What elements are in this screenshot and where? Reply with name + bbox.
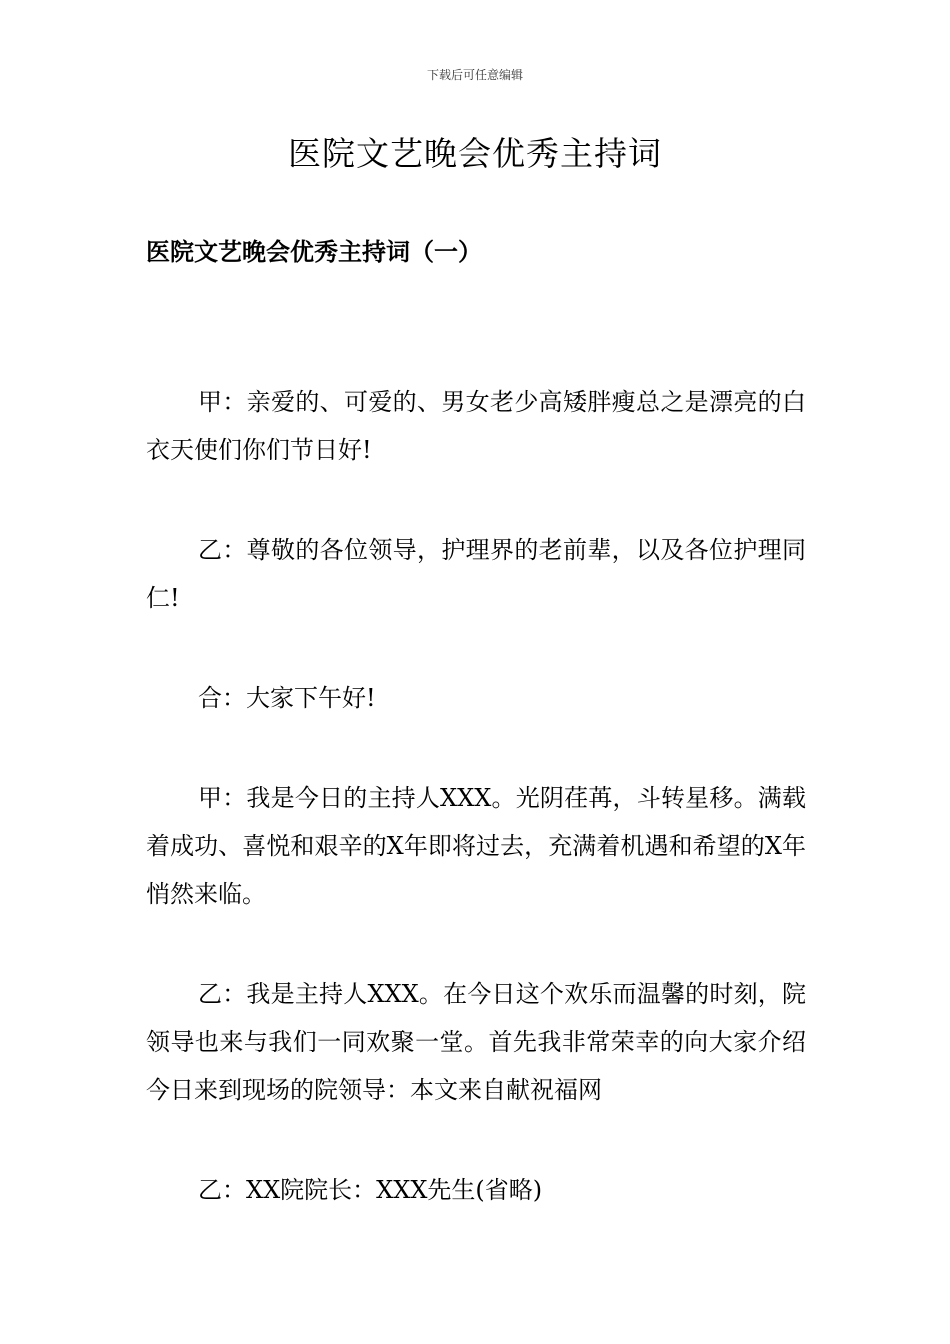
- paragraph: 合：大家下午好!: [198, 684, 376, 712]
- header-note: 下载后可任意编辑: [426, 68, 523, 82]
- section-title: 医院文艺晚会优秀主持词（一）: [146, 237, 482, 266]
- paragraph: 乙：我是主持人XXX。在今日这个欢乐而温馨的时刻，院领导也来与我们一同欢聚一堂。首先我非常荣幸的向大家介绍今日来到现场的院领导：本文来自献祝福网: [146, 980, 806, 1104]
- document-body: [146, 378, 806, 1266]
- paragraph: 乙：尊敬的各位领导，护理界的老前辈，以及各位护理同仁!: [146, 536, 806, 612]
- paragraph: 甲：我是今日的主持人XXX。光阴荏苒，斗转星移。满载着成功、喜悦和艰辛的X年即将过去，充满着机遇和希望的X年悄然来临。: [146, 784, 806, 908]
- paragraph: 甲：亲爱的、可爱的、男女老少高矮胖瘦总之是漂亮的白衣天使们你们节日好!: [146, 388, 806, 464]
- paragraph: 乙：XX院院长：XXX先生(省略): [198, 1176, 543, 1204]
- document-title: 医院文艺晚会优秀主持词: [288, 134, 662, 173]
